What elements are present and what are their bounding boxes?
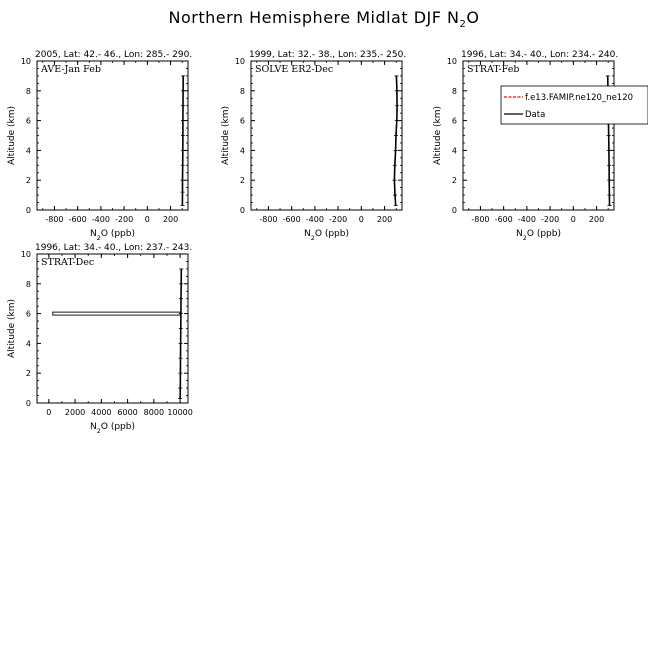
y-tick-label: 6 <box>451 116 457 126</box>
series-line-data <box>180 269 181 399</box>
y-tick-label: 8 <box>451 86 457 96</box>
x-tick-label: 4000 <box>91 408 112 417</box>
y-tick-label: 4 <box>25 339 31 349</box>
plot-frame <box>37 61 188 210</box>
y-tick-label: 2 <box>25 369 31 379</box>
y-tick-label: 0 <box>239 206 245 215</box>
y-tick-label: 2 <box>239 176 245 186</box>
y-tick-label: 10 <box>20 57 31 66</box>
y-axis-label: Altitude (km) <box>7 298 17 359</box>
x-axis-label: $N_2O$ (ppb) <box>516 229 561 242</box>
y-tick-label: 8 <box>25 279 31 289</box>
plot-frame <box>251 61 402 210</box>
y-axis-label: Altitude (km) <box>7 105 17 166</box>
plot-frame <box>463 61 614 210</box>
x-tick-label: 10000 <box>167 408 193 417</box>
range-bar <box>53 312 180 315</box>
x-tick-label: -200 <box>329 215 348 224</box>
y-tick-label: 6 <box>239 116 245 126</box>
panel-header: 1996, Lat: 34.- 40., Lon: 237.- 243. <box>35 243 193 253</box>
x-tick-label: -200 <box>541 215 560 224</box>
panel-inset-label: AVE-Jan Feb <box>41 64 101 75</box>
y-tick-label: 0 <box>25 206 31 215</box>
x-tick-label: -200 <box>115 215 134 224</box>
x-tick-label: -800 <box>259 215 278 224</box>
panel-header: 1996, Lat: 34.- 40., Lon: 234.- 240. <box>461 50 619 60</box>
x-tick-label: 2000 <box>64 408 86 417</box>
x-tick-label: -400 <box>91 215 110 224</box>
x-tick-label: 0 <box>570 215 576 224</box>
y-tick-label: 0 <box>451 206 457 215</box>
x-tick-label: 200 <box>162 215 179 224</box>
x-axis-label: $N_2O$ (ppb) <box>90 422 135 435</box>
y-tick-label: 10 <box>20 250 31 259</box>
y-tick-label: 6 <box>25 116 31 126</box>
x-tick-label: 0 <box>358 215 364 224</box>
x-tick-label: 6000 <box>117 408 138 417</box>
x-tick-label: -600 <box>68 215 87 224</box>
chart-panel-2 <box>221 50 406 242</box>
legend <box>501 86 648 124</box>
y-tick-label: 10 <box>446 57 457 66</box>
x-tick-label: -400 <box>517 215 536 224</box>
figure-title-tail: O <box>466 8 480 27</box>
y-tick-label: 8 <box>25 86 31 96</box>
legend-label: f.e13.FAMIP.ne120_ne120 <box>525 93 634 103</box>
x-tick-label: 0 <box>46 408 52 417</box>
figure-title-main: Northern Hemisphere Midlat DJF N <box>168 8 460 27</box>
series-line-data <box>182 76 183 206</box>
legend-box <box>501 86 648 124</box>
x-tick-label: -800 <box>471 215 490 224</box>
x-tick-label: -800 <box>45 215 64 224</box>
y-axis-label: Altitude (km) <box>433 105 443 166</box>
y-tick-label: 10 <box>234 57 245 66</box>
y-tick-label: 4 <box>451 146 457 156</box>
figure-title-subscript: 2 <box>459 19 467 31</box>
panel-inset-label: STRAT-Feb <box>467 64 520 75</box>
panel-header: 1999, Lat: 32.- 38., Lon: 235.- 250. <box>249 50 407 60</box>
y-tick-label: 6 <box>25 309 31 319</box>
y-tick-label: 4 <box>239 146 245 156</box>
y-tick-label: 0 <box>25 399 31 408</box>
x-tick-label: -600 <box>282 215 301 224</box>
panel-header: 2005, Lat: 42.- 46., Lon: 285.- 290. <box>35 50 193 60</box>
x-tick-label: -400 <box>305 215 324 224</box>
y-tick-label: 2 <box>25 176 31 186</box>
x-tick-label: 200 <box>588 215 605 224</box>
x-tick-label: 0 <box>144 215 150 224</box>
series-line-data <box>394 76 397 206</box>
x-axis-label: $N_2O$ (ppb) <box>90 229 135 242</box>
chart-panel-4 <box>7 243 193 435</box>
chart-panel-3 <box>433 50 648 242</box>
panel-inset-label: SOLVE ER2-Dec <box>255 64 334 75</box>
x-tick-label: 200 <box>376 215 393 224</box>
x-tick-label: 8000 <box>143 408 165 417</box>
plot-frame <box>37 254 188 403</box>
y-tick-label: 8 <box>239 86 245 96</box>
x-tick-label: -600 <box>494 215 513 224</box>
panel-inset-label: STRAT-Dec <box>41 257 95 268</box>
y-axis-label: Altitude (km) <box>221 105 231 166</box>
chart-panel-1 <box>7 50 192 242</box>
y-tick-label: 4 <box>25 146 31 156</box>
x-axis-label: $N_2O$ (ppb) <box>304 229 349 242</box>
y-tick-label: 2 <box>451 176 457 186</box>
legend-label: Data <box>525 110 546 120</box>
